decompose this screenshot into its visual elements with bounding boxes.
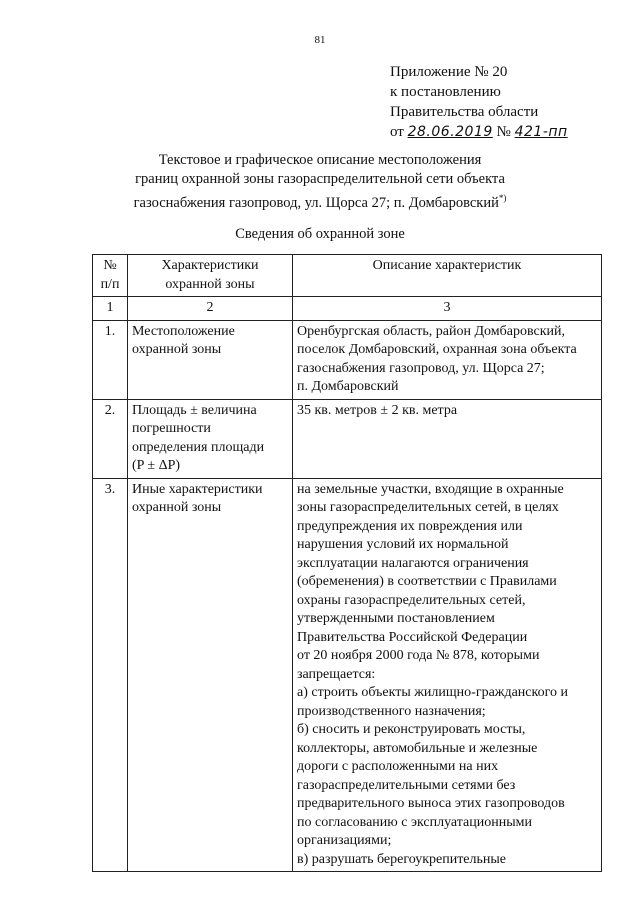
appendix-line-1: Приложение № 20 xyxy=(390,64,508,80)
table-index-row xyxy=(93,297,602,321)
document-title xyxy=(80,151,560,213)
from-prefix: от xyxy=(390,124,404,140)
protection-zone-table xyxy=(92,254,602,872)
title-line-2: границ охранной зоны газораспределительной сети объекта xyxy=(135,171,505,187)
table-row xyxy=(93,478,602,872)
row-characteristic: Площадь ± величина погрешности определения площади (P ± ΔP) xyxy=(128,399,293,478)
table-row xyxy=(93,399,602,478)
row-characteristic: Иные характеристики охранной зоны xyxy=(128,478,293,872)
handwritten-date: 28.06.2019 xyxy=(407,124,493,140)
table-row xyxy=(93,320,602,399)
index-cell-1: 1 xyxy=(93,297,128,321)
number-prefix: № xyxy=(496,124,511,140)
appendix-date-line xyxy=(390,122,568,142)
header-number: № п/п xyxy=(93,255,128,297)
section-title: Сведения об охранной зоне xyxy=(235,226,405,242)
index-cell-3: 3 xyxy=(293,297,602,321)
row-description: 35 кв. метров ± 2 кв. метра xyxy=(293,399,602,478)
table-header-row xyxy=(93,255,602,297)
row-number: 2. xyxy=(93,399,128,478)
title-line-3 xyxy=(80,189,560,213)
row-description: на земельные участки, входящие в охранные зоны газораспределительных сетей, в целях предупреждения их повреждения или нарушения условий их нормальной эксплуатации налагаются ограничения (обременения) в соответствии с Правилами охраны газораспределительных сетей, утвержденными постановлением Правительства Российской Федерации от 20 ноября 2000 года № 878, которыми запрещается: а) строить объекты жилищно-гражданского и производственного назначения; б) сносить и реконструировать мосты, коллекторы, автомобильные и железные дороги с расположенными на них газораспределительными сетями без предварительного выноса этих газопроводов по согласованию с эксплуатационными организациями; в) разрушать берегоукрепительные xyxy=(293,478,602,872)
header-characteristics: Характеристики охранной зоны xyxy=(128,255,293,297)
appendix-line-2: к постановлению xyxy=(390,84,501,100)
appendix-line-3: Правительства области xyxy=(390,104,539,120)
title-line-3-text: газоснабжения газопровод, ул. Щорса 27; п. Домбаровский xyxy=(133,194,499,211)
title-line-1: Текстовое и графическое описание местоположения xyxy=(158,152,482,168)
page-number: 81 xyxy=(314,34,326,46)
row-number: 3. xyxy=(93,478,128,872)
appendix-header xyxy=(390,62,568,142)
row-description: Оренбургская область, район Домбаровский, поселок Домбаровский, охранная зона объекта газоснабжения газопровод, ул. Щорса 27; п. Домбаровский xyxy=(293,320,602,399)
footnote-mark: *) xyxy=(498,193,507,203)
row-characteristic: Местоположение охранной зоны xyxy=(128,320,293,399)
header-description: Описание характеристик xyxy=(293,255,602,297)
handwritten-number: 421-пп xyxy=(514,124,568,140)
index-cell-2: 2 xyxy=(128,297,293,321)
row-number: 1. xyxy=(93,320,128,399)
